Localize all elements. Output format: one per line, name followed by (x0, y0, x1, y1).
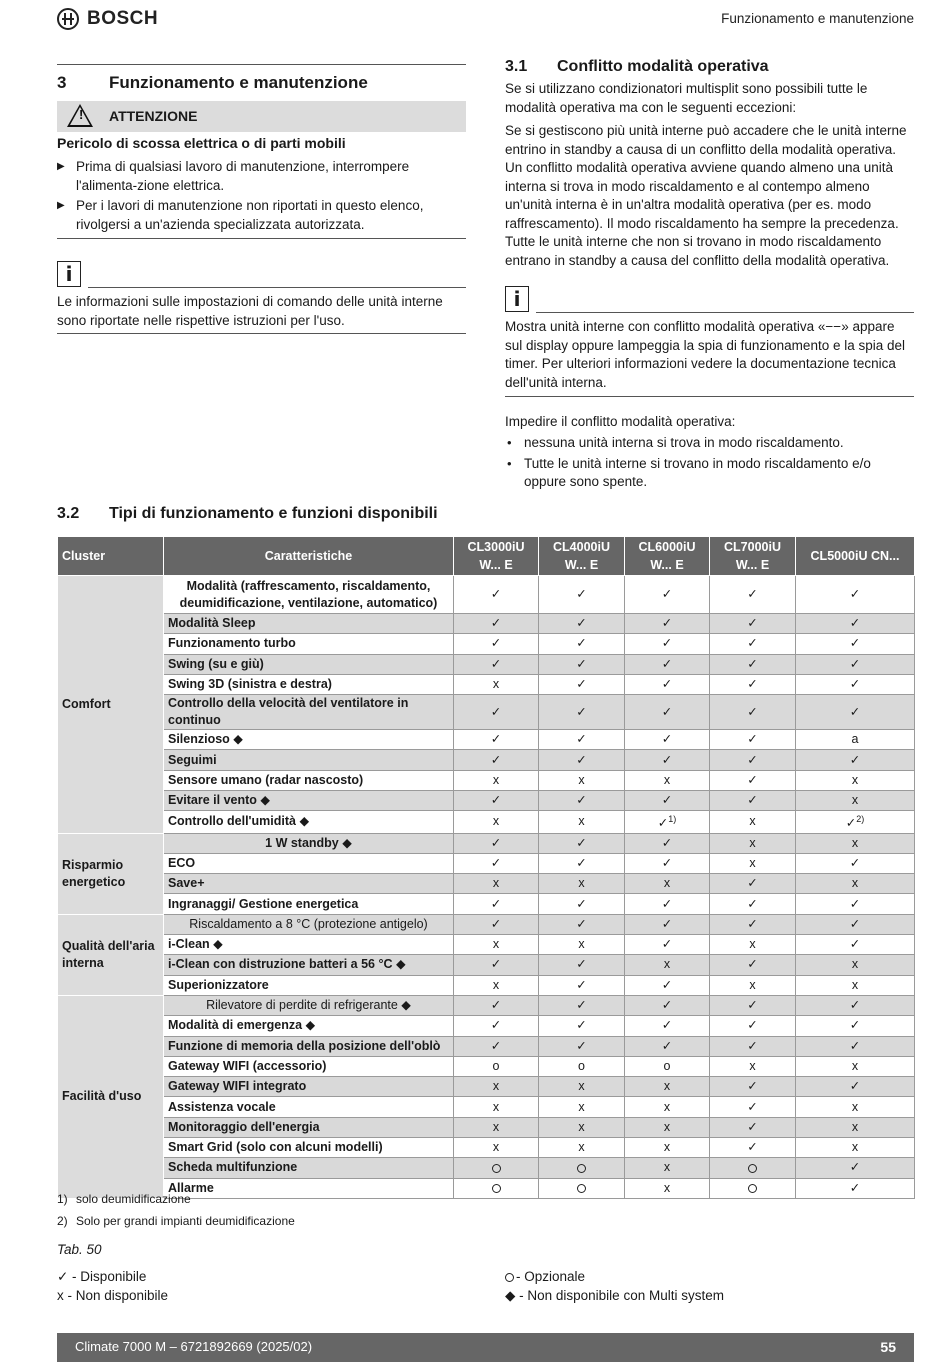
value-cell: ✓ (796, 614, 915, 634)
value-cell: ✓ (796, 1158, 915, 1178)
value-cell: ✓ (454, 791, 539, 811)
value-cell: x (796, 1056, 915, 1076)
divider (57, 64, 466, 65)
value-cell: ✓ (625, 614, 710, 634)
table-row (58, 955, 915, 975)
warning-title: Pericolo di scossa elettrica o di parti mobili (57, 135, 346, 151)
optional-circle-icon (748, 1184, 757, 1193)
value-cell: ✓ (796, 654, 915, 674)
section-title: Funzionamento e manutenzione (109, 73, 368, 92)
value-cell: ✓ (625, 791, 710, 811)
value-cell: x (796, 874, 915, 894)
table-header-row (58, 537, 915, 576)
feature-name: i-Clean ◆ (164, 935, 454, 955)
value-cell: x (625, 1097, 710, 1117)
feature-name: Swing (su e giù) (164, 654, 454, 674)
value-cell: x (539, 1077, 625, 1097)
prevent-title: Impedire il conflitto modalità operativa: (505, 414, 736, 429)
value-cell: x (796, 975, 915, 995)
value-cell: x (710, 853, 796, 873)
value-cell: ✓ (539, 853, 625, 873)
footnote-1: 1) solo deumidificazione (57, 1192, 191, 1206)
value-cell: ✓ (710, 1137, 796, 1157)
value-cell: x (796, 833, 915, 853)
value-cell: x (454, 1077, 539, 1097)
value-cell: x (454, 874, 539, 894)
value-cell: ✓ (710, 791, 796, 811)
value-cell: x (796, 791, 915, 811)
feature-name: i-Clean con distruzione batteri a 56 °C ◆ (164, 955, 454, 975)
value-cell: ✓ (625, 995, 710, 1015)
value-cell: ✓ (710, 874, 796, 894)
value-cell: ✓ (625, 914, 710, 934)
value-cell: ✓ (539, 975, 625, 995)
value-cell: ✓ (539, 1016, 625, 1036)
table-row (58, 730, 915, 750)
value-cell: x (710, 975, 796, 995)
feature-name: Riscaldamento a 8 °C (protezione antigelo) (164, 914, 454, 934)
value-cell: ✓ (625, 833, 710, 853)
bosch-armature-icon (57, 8, 79, 30)
feature-name: ECO (164, 853, 454, 873)
value-cell: ✓ (539, 654, 625, 674)
value-cell: x (625, 955, 710, 975)
value-cell: x (539, 770, 625, 790)
value-cell: ✓ (710, 1117, 796, 1137)
value-cell: ✓ (710, 576, 796, 614)
value-cell: x (454, 1117, 539, 1137)
table-row (58, 1117, 915, 1137)
feature-name: Gateway WIFI (accessorio) (164, 1056, 454, 1076)
value-cell: x (625, 1117, 710, 1137)
table-row (58, 1158, 915, 1178)
value-cell: x (625, 1137, 710, 1157)
info-text: Le informazioni sulle impostazioni di comando delle unità interne sono riportate nelle rispettive istruzioni per l'uso. (57, 294, 443, 328)
value-cell: ✓ (454, 634, 539, 654)
value-cell: ✓ (454, 576, 539, 614)
value-cell: ✓ (539, 955, 625, 975)
table-row (58, 576, 915, 614)
value-cell: ✓ (710, 750, 796, 770)
table-row (58, 811, 915, 833)
value-cell: a (796, 730, 915, 750)
value-cell: ✓ (539, 614, 625, 634)
table-row (58, 935, 915, 955)
value-cell (454, 1158, 539, 1178)
value-cell: ✓ (625, 975, 710, 995)
table-row (58, 674, 915, 694)
value-cell: ✓ (454, 1036, 539, 1056)
table-row (58, 695, 915, 730)
feature-name: Rilevatore di perdite di refrigerante ◆ (164, 995, 454, 1015)
value-cell: x (796, 770, 915, 790)
value-cell: ✓ (625, 674, 710, 694)
feature-name: Ingranaggi/ Gestione energetica (164, 894, 454, 914)
legend-not-available: x - Non disponibile (57, 1288, 169, 1303)
info-text: Mostra unità interne con conflitto modalità operativa «−−» appare sul display oppure lampeggia la spia di funzionamento e la spia del timer. Per ulteriori informazioni vedere la documentazione tecnica dell'unità interna. (505, 319, 906, 390)
value-cell: ✓ (710, 914, 796, 934)
value-cell: ✓ (710, 894, 796, 914)
table-row (58, 975, 915, 995)
value-cell: x (710, 1056, 796, 1076)
list-item: ▶ Prima di qualsiasi lavoro di manutenzione, interrompere l'alimenta-zione elettrica. (57, 158, 466, 195)
feature-name: Modalità (raffrescamento, riscaldamento, deumidificazione, ventilazione, automatico) (164, 576, 454, 614)
value-cell: ✓ (625, 750, 710, 770)
header-model: CL4000iU W... E (539, 537, 625, 576)
value-cell: ✓ (454, 730, 539, 750)
value-cell: ✓ (454, 654, 539, 674)
value-cell: ✓ (539, 995, 625, 1015)
header-cluster: Cluster (58, 537, 164, 576)
legend-no-multi: ◆ - Non disponibile con Multi system (505, 1288, 724, 1303)
value-cell: ✓ (539, 730, 625, 750)
table-row (58, 770, 915, 790)
feature-name: Controllo della velocità del ventilatore in continuo (164, 695, 454, 730)
feature-name: Modalità di emergenza ◆ (164, 1016, 454, 1036)
value-cell: x (454, 975, 539, 995)
value-cell: x (625, 770, 710, 790)
value-cell: ✓ (454, 750, 539, 770)
value-cell: ✓ (796, 695, 915, 730)
value-cell: x (454, 1097, 539, 1117)
header-section-title: Funzionamento e manutenzione (721, 11, 914, 26)
cluster-cell: Comfort (58, 576, 164, 834)
value-cell: x (454, 1137, 539, 1157)
table-row (58, 634, 915, 654)
value-cell: x (454, 770, 539, 790)
divider (88, 287, 466, 288)
page-number: 55 (880, 1339, 896, 1355)
value-cell: ✓ (454, 1016, 539, 1036)
header-model: CL3000iU W... E (454, 537, 539, 576)
list-item: • nessuna unità interna si trova in modo riscaldamento. (505, 434, 914, 453)
feature-name: Superionizzatore (164, 975, 454, 995)
value-cell: ✓ (539, 791, 625, 811)
value-cell: ✓ (796, 935, 915, 955)
value-cell: ✓ (796, 674, 915, 694)
value-cell: ✓ (625, 894, 710, 914)
table-row (58, 1097, 915, 1117)
table-row (58, 791, 915, 811)
value-cell: x (796, 955, 915, 975)
value-cell (710, 1178, 796, 1198)
feature-name: Save+ (164, 874, 454, 894)
value-cell (539, 1178, 625, 1198)
section-title: Tipi di funzionamento e funzioni disponibili (109, 505, 438, 522)
value-cell: ✓ (625, 576, 710, 614)
feature-name: Swing 3D (sinistra e destra) (164, 674, 454, 694)
value-cell: x (796, 1097, 915, 1117)
paragraph: Se si utilizzano condizionatori multisplit sono possibili tutte le modalità operativa ma con le seguenti eccezioni: (505, 81, 868, 115)
value-cell: ✓ (796, 634, 915, 654)
feature-name: Gateway WIFI integrato (164, 1077, 454, 1097)
value-cell: ✓ (796, 914, 915, 934)
value-cell: ✓ (539, 894, 625, 914)
footer-doc-id: Climate 7000 M – 6721892669 (2025/02) (75, 1339, 313, 1354)
value-cell: x (625, 1077, 710, 1097)
header-model: CL5000iU CN... (796, 537, 915, 576)
footnote-2: 2) Solo per grandi impianti deumidificazione (57, 1214, 295, 1228)
bosch-logo (57, 8, 158, 30)
section-3-2-heading (57, 505, 438, 523)
section-number: 3.2 (57, 505, 80, 522)
prevent-list (505, 434, 914, 494)
feature-name: Evitare il vento ◆ (164, 791, 454, 811)
cluster-cell: Risparmio energetico (58, 833, 164, 914)
optional-circle-icon (492, 1184, 501, 1193)
value-cell: x (454, 674, 539, 694)
value-cell: ✓ (710, 955, 796, 975)
value-cell: ✓ (796, 576, 915, 614)
table-row (58, 614, 915, 634)
cluster-cell: Qualità dell'aria interna (58, 914, 164, 995)
exclamation-icon: ! (79, 107, 84, 122)
value-cell: o (454, 1056, 539, 1076)
value-cell (454, 1178, 539, 1198)
value-cell: ✓ (539, 750, 625, 770)
table-row (58, 914, 915, 934)
value-cell: x (796, 1137, 915, 1157)
value-cell: ✓ (625, 1036, 710, 1056)
table-row (58, 894, 915, 914)
value-cell: ✓ (454, 894, 539, 914)
value-cell: ✓ (710, 654, 796, 674)
info-icon: i (57, 261, 81, 287)
table-caption: Tab. 50 (57, 1242, 102, 1257)
value-cell: ✓ (625, 695, 710, 730)
value-cell: x (539, 1137, 625, 1157)
feature-name: Funzionamento turbo (164, 634, 454, 654)
value-cell: ✓ (625, 853, 710, 873)
warning-list (57, 158, 466, 236)
value-cell: ✓ (796, 894, 915, 914)
value-cell: ✓ (710, 634, 796, 654)
value-cell: x (539, 811, 625, 833)
value-cell: ✓ (710, 730, 796, 750)
table-row (58, 750, 915, 770)
divider (536, 312, 914, 313)
value-cell: ✓ (796, 750, 915, 770)
table-row (58, 1036, 915, 1056)
table-row (58, 833, 915, 853)
header-model: CL6000iU W... E (625, 537, 710, 576)
feature-name: Assistenza vocale (164, 1097, 454, 1117)
section-title: Conflitto modalità operativa (557, 58, 769, 75)
header-features: Caratteristiche (164, 537, 454, 576)
table-body (58, 576, 915, 1199)
header-model: CL7000iU W... E (710, 537, 796, 576)
value-cell: x (625, 1178, 710, 1198)
feature-name: Modalità Sleep (164, 614, 454, 634)
value-cell: ✓ (539, 576, 625, 614)
feature-name: Silenzioso ◆ (164, 730, 454, 750)
table-row (58, 1077, 915, 1097)
divider (57, 333, 466, 334)
value-cell: ✓ (454, 955, 539, 975)
value-cell (539, 1158, 625, 1178)
value-cell: ✓ (710, 1016, 796, 1036)
value-cell: o (539, 1056, 625, 1076)
value-cell: x (454, 811, 539, 833)
warning-banner (57, 101, 466, 132)
divider (505, 396, 914, 397)
feature-name: Monitoraggio dell'energia (164, 1117, 454, 1137)
list-item: ▶ Per i lavori di manutenzione non riportati in questo elenco, rivolgersi a un'azienda specializzata autorizzata. (57, 197, 466, 234)
cluster-cell: Facilità d'uso (58, 995, 164, 1198)
value-cell: ✓$^{1)}$ (625, 811, 710, 833)
optional-circle-icon (748, 1164, 757, 1173)
value-cell: ✓ (710, 1097, 796, 1117)
optional-circle-icon (577, 1164, 586, 1173)
value-cell: ✓ (796, 1016, 915, 1036)
value-cell: ✓ (454, 914, 539, 934)
optional-circle-icon (505, 1273, 514, 1282)
value-cell: x (454, 935, 539, 955)
value-cell: ✓ (710, 770, 796, 790)
feature-name: Seguimi (164, 750, 454, 770)
value-cell: x (539, 935, 625, 955)
value-cell: x (710, 935, 796, 955)
value-cell: ✓ (454, 995, 539, 1015)
value-cell: ✓ (539, 674, 625, 694)
value-cell: ✓ (796, 1036, 915, 1056)
value-cell: ✓$^{2)}$ (796, 811, 915, 833)
section-number: 3 (57, 73, 67, 92)
legend-available: ✓ - Disponibile (57, 1269, 147, 1284)
value-cell: ✓ (625, 935, 710, 955)
value-cell: x (539, 1117, 625, 1137)
section-3-1-heading (505, 58, 769, 76)
divider (57, 238, 466, 239)
value-cell: ✓ (454, 695, 539, 730)
value-cell (710, 1158, 796, 1178)
value-cell: ✓ (454, 853, 539, 873)
value-cell: ✓ (539, 695, 625, 730)
feature-name: 1 W standby ◆ (164, 833, 454, 853)
value-cell: x (539, 874, 625, 894)
value-cell: ✓ (710, 1036, 796, 1056)
feature-name: Controllo dell'umidità ◆ (164, 811, 454, 833)
value-cell: ✓ (710, 695, 796, 730)
table-row (58, 874, 915, 894)
warning-label: ATTENZIONE (109, 108, 198, 124)
value-cell: ✓ (625, 730, 710, 750)
value-cell: ✓ (796, 1178, 915, 1198)
value-cell: o (625, 1056, 710, 1076)
value-cell: x (625, 1158, 710, 1178)
optional-circle-icon (577, 1184, 586, 1193)
value-cell: x (710, 833, 796, 853)
brand-name: BOSCH (87, 8, 159, 29)
value-cell: ✓ (625, 654, 710, 674)
legend-optional: - Opzionale (505, 1268, 585, 1287)
value-cell: ✓ (454, 614, 539, 634)
list-item: • Tutte le unità interne si trovano in modo riscaldamento e/o oppure sono spente. (505, 455, 914, 492)
footer-bar (57, 1333, 914, 1362)
value-cell: ✓ (796, 995, 915, 1015)
features-table (57, 536, 915, 1199)
value-cell: ✓ (796, 1077, 915, 1097)
value-cell: ✓ (539, 1036, 625, 1056)
table-row (58, 1016, 915, 1036)
feature-name: Smart Grid (solo con alcuni modelli) (164, 1137, 454, 1157)
feature-name: Allarme (164, 1178, 454, 1198)
feature-name: Scheda multifunzione (164, 1158, 454, 1178)
feature-name: Sensore umano (radar nascosto) (164, 770, 454, 790)
table-row (58, 1056, 915, 1076)
paragraph: Se si gestiscono più unità interne può accadere che le unità interne entrino in standby a causa di un conflitto della modalità operativa. Un conflitto modalità operativa avviene quando almeno una unità interna si trova in modo riscaldamento e al contempo almeno un'unità interna è in un'altra modalità operativa (per es. modo raffrescamento). Il modo riscaldamento ha sempre la precedenza. Tutte le unità interne che non si trovano in modo riscaldamento entrano in standby a causa del conflitto della modalità operativa. (505, 123, 907, 268)
table-row (58, 654, 915, 674)
value-cell: ✓ (539, 914, 625, 934)
table-row (58, 995, 915, 1015)
table-row (58, 1137, 915, 1157)
value-cell: ✓ (539, 634, 625, 654)
value-cell: ✓ (625, 1016, 710, 1036)
value-cell: ✓ (710, 995, 796, 1015)
optional-circle-icon (492, 1164, 501, 1173)
value-cell: ✓ (625, 634, 710, 654)
value-cell: ✓ (539, 833, 625, 853)
value-cell: x (539, 1097, 625, 1117)
value-cell: x (710, 811, 796, 833)
section-number: 3.1 (505, 58, 528, 75)
value-cell: ✓ (454, 833, 539, 853)
feature-name: Funzione di memoria della posizione dell'oblò (164, 1036, 454, 1056)
value-cell: ✓ (710, 674, 796, 694)
value-cell: ✓ (796, 853, 915, 873)
section-3-heading (57, 73, 368, 93)
table-row (58, 853, 915, 873)
value-cell: x (796, 1117, 915, 1137)
value-cell: x (625, 874, 710, 894)
info-icon: i (505, 286, 529, 312)
value-cell: ✓ (710, 614, 796, 634)
value-cell: ✓ (710, 1077, 796, 1097)
